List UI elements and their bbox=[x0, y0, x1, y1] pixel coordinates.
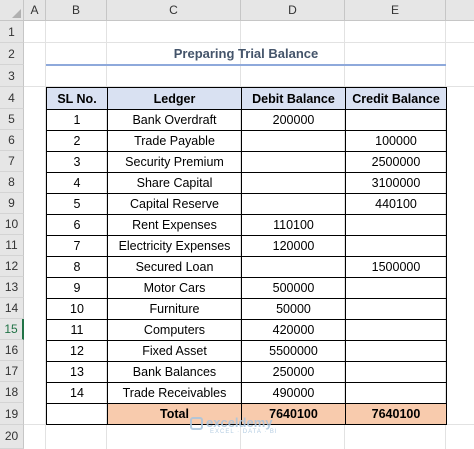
cell-sl[interactable]: 1 bbox=[47, 110, 108, 131]
cell-credit[interactable] bbox=[346, 110, 447, 131]
cell-sl[interactable]: 8 bbox=[47, 257, 108, 278]
cell-debit[interactable] bbox=[242, 257, 346, 278]
cell-credit[interactable] bbox=[346, 320, 447, 341]
row-header-9[interactable]: 9 bbox=[0, 193, 24, 214]
sheet-title[interactable]: Preparing Trial Balance bbox=[173, 46, 319, 61]
row-header-16[interactable]: 16 bbox=[0, 340, 24, 361]
cell-ledger[interactable]: Trade Receivables bbox=[108, 383, 242, 404]
total-blank-cell[interactable] bbox=[47, 404, 108, 425]
cell-ledger[interactable]: Electricity Expenses bbox=[108, 236, 242, 257]
trial-balance-table bbox=[46, 87, 447, 425]
row-header-17[interactable]: 17 bbox=[0, 361, 24, 382]
row-header-4[interactable]: 4 bbox=[0, 87, 24, 109]
cell-debit[interactable] bbox=[242, 152, 346, 173]
cell-sl[interactable]: 13 bbox=[47, 362, 108, 383]
cell-ledger[interactable]: Fixed Asset bbox=[108, 341, 242, 362]
cell-debit[interactable] bbox=[242, 131, 346, 152]
column-header-b[interactable]: B bbox=[46, 0, 107, 21]
table-row bbox=[47, 215, 447, 236]
cell-credit[interactable] bbox=[346, 383, 447, 404]
cell-debit[interactable]: 120000 bbox=[242, 236, 346, 257]
row-header-15[interactable]: 15 bbox=[0, 319, 24, 340]
row-header-13[interactable]: 13 bbox=[0, 277, 24, 298]
table-row bbox=[47, 152, 447, 173]
title-underline bbox=[46, 64, 446, 66]
cell-credit[interactable] bbox=[346, 236, 447, 257]
cell-credit[interactable]: 3100000 bbox=[346, 173, 447, 194]
column-header-d[interactable]: D bbox=[241, 0, 345, 21]
header-ledger[interactable]: Ledger bbox=[108, 88, 242, 110]
cell-ledger[interactable]: Security Premium bbox=[108, 152, 242, 173]
cell-sl[interactable]: 7 bbox=[47, 236, 108, 257]
row-header-1[interactable]: 1 bbox=[0, 21, 24, 43]
cell-credit[interactable] bbox=[346, 215, 447, 236]
header-sl-no[interactable]: SL No. bbox=[47, 88, 108, 110]
cell-credit[interactable] bbox=[346, 362, 447, 383]
cell-ledger[interactable]: Rent Expenses bbox=[108, 215, 242, 236]
cell-sl[interactable]: 2 bbox=[47, 131, 108, 152]
exceldemy-logo-icon bbox=[190, 417, 203, 430]
table-row bbox=[47, 173, 447, 194]
row-header-18[interactable]: 18 bbox=[0, 382, 24, 403]
column-header-e[interactable]: E bbox=[345, 0, 446, 21]
row-header-10[interactable]: 10 bbox=[0, 214, 24, 235]
table-row bbox=[47, 383, 447, 404]
table-row bbox=[47, 110, 447, 131]
table-row bbox=[47, 257, 447, 278]
table-row bbox=[47, 194, 447, 215]
table-row bbox=[47, 362, 447, 383]
row-header-11[interactable]: 11 bbox=[0, 235, 24, 256]
cell-debit[interactable] bbox=[242, 173, 346, 194]
cell-ledger[interactable]: Computers bbox=[108, 320, 242, 341]
cell-credit[interactable] bbox=[346, 341, 447, 362]
cell-debit[interactable]: 50000 bbox=[242, 299, 346, 320]
header-credit-balance[interactable]: Credit Balance bbox=[346, 88, 447, 110]
row-header-12[interactable]: 12 bbox=[0, 256, 24, 277]
total-label[interactable]: Total bbox=[108, 404, 242, 425]
total-debit[interactable]: 7640100 bbox=[242, 404, 346, 425]
cell-debit[interactable] bbox=[242, 194, 346, 215]
cell-credit[interactable]: 440100 bbox=[346, 194, 447, 215]
cell-sl[interactable]: 3 bbox=[47, 152, 108, 173]
cell-sl[interactable]: 4 bbox=[47, 173, 108, 194]
cell-ledger[interactable]: Furniture bbox=[108, 299, 242, 320]
cell-ledger[interactable]: Secured Loan bbox=[108, 257, 242, 278]
cell-debit[interactable]: 500000 bbox=[242, 278, 346, 299]
cell-sl[interactable]: 11 bbox=[47, 320, 108, 341]
cell-debit[interactable]: 200000 bbox=[242, 110, 346, 131]
cell-debit[interactable]: 420000 bbox=[242, 320, 346, 341]
row-header-8[interactable]: 8 bbox=[0, 172, 24, 193]
table-row bbox=[47, 341, 447, 362]
total-credit[interactable]: 7640100 bbox=[346, 404, 447, 425]
table-row bbox=[47, 278, 447, 299]
row-header-5[interactable]: 5 bbox=[0, 109, 24, 130]
cell-sl[interactable]: 14 bbox=[47, 383, 108, 404]
cell-sl[interactable]: 9 bbox=[47, 278, 108, 299]
cell-credit[interactable] bbox=[346, 278, 447, 299]
select-all-triangle-icon bbox=[12, 9, 21, 18]
cell-credit[interactable]: 1500000 bbox=[346, 257, 447, 278]
select-all-button[interactable] bbox=[0, 0, 24, 21]
row-header-6[interactable]: 6 bbox=[0, 130, 24, 151]
exceldemy-watermark bbox=[190, 415, 300, 437]
row-header-20[interactable]: 20 bbox=[0, 425, 24, 449]
column-header-c[interactable]: C bbox=[107, 0, 241, 21]
cell-credit[interactable]: 100000 bbox=[346, 131, 447, 152]
cell-sl[interactable]: 10 bbox=[47, 299, 108, 320]
table-header-row bbox=[47, 88, 447, 110]
gridline bbox=[24, 42, 474, 43]
cell-sl[interactable]: 12 bbox=[47, 341, 108, 362]
watermark-tagline: EXCEL · DATA · BI bbox=[210, 429, 278, 435]
cell-debit[interactable]: 250000 bbox=[242, 362, 346, 383]
table-row bbox=[47, 299, 447, 320]
cell-debit[interactable]: 110100 bbox=[242, 215, 346, 236]
row-header-3[interactable]: 3 bbox=[0, 65, 24, 87]
cell-ledger[interactable]: Share Capital bbox=[108, 173, 242, 194]
row-header-7[interactable]: 7 bbox=[0, 151, 24, 172]
cell-credit[interactable] bbox=[346, 299, 447, 320]
cell-sl[interactable]: 6 bbox=[47, 215, 108, 236]
cell-ledger[interactable]: Capital Reserve bbox=[108, 194, 242, 215]
column-header-blank bbox=[446, 0, 474, 21]
cell-debit[interactable]: 5500000 bbox=[242, 341, 346, 362]
header-debit-balance[interactable]: Debit Balance bbox=[242, 88, 346, 110]
cell-debit[interactable]: 490000 bbox=[242, 383, 346, 404]
cell-credit[interactable]: 2500000 bbox=[346, 152, 447, 173]
row-header-2[interactable]: 2 bbox=[0, 43, 24, 65]
column-header-a[interactable]: A bbox=[24, 0, 46, 21]
cell-ledger[interactable]: Bank Overdraft bbox=[108, 110, 242, 131]
table-row bbox=[47, 131, 447, 152]
cell-ledger[interactable]: Motor Cars bbox=[108, 278, 242, 299]
row-header-19[interactable]: 19 bbox=[0, 403, 24, 425]
table-row bbox=[47, 320, 447, 341]
table-row bbox=[47, 236, 447, 257]
row-header-14[interactable]: 14 bbox=[0, 298, 24, 319]
cell-sl[interactable]: 5 bbox=[47, 194, 108, 215]
cell-ledger[interactable]: Trade Payable bbox=[108, 131, 242, 152]
cell-ledger[interactable]: Bank Balances bbox=[108, 362, 242, 383]
watermark-name: exceldemy bbox=[206, 415, 273, 430]
